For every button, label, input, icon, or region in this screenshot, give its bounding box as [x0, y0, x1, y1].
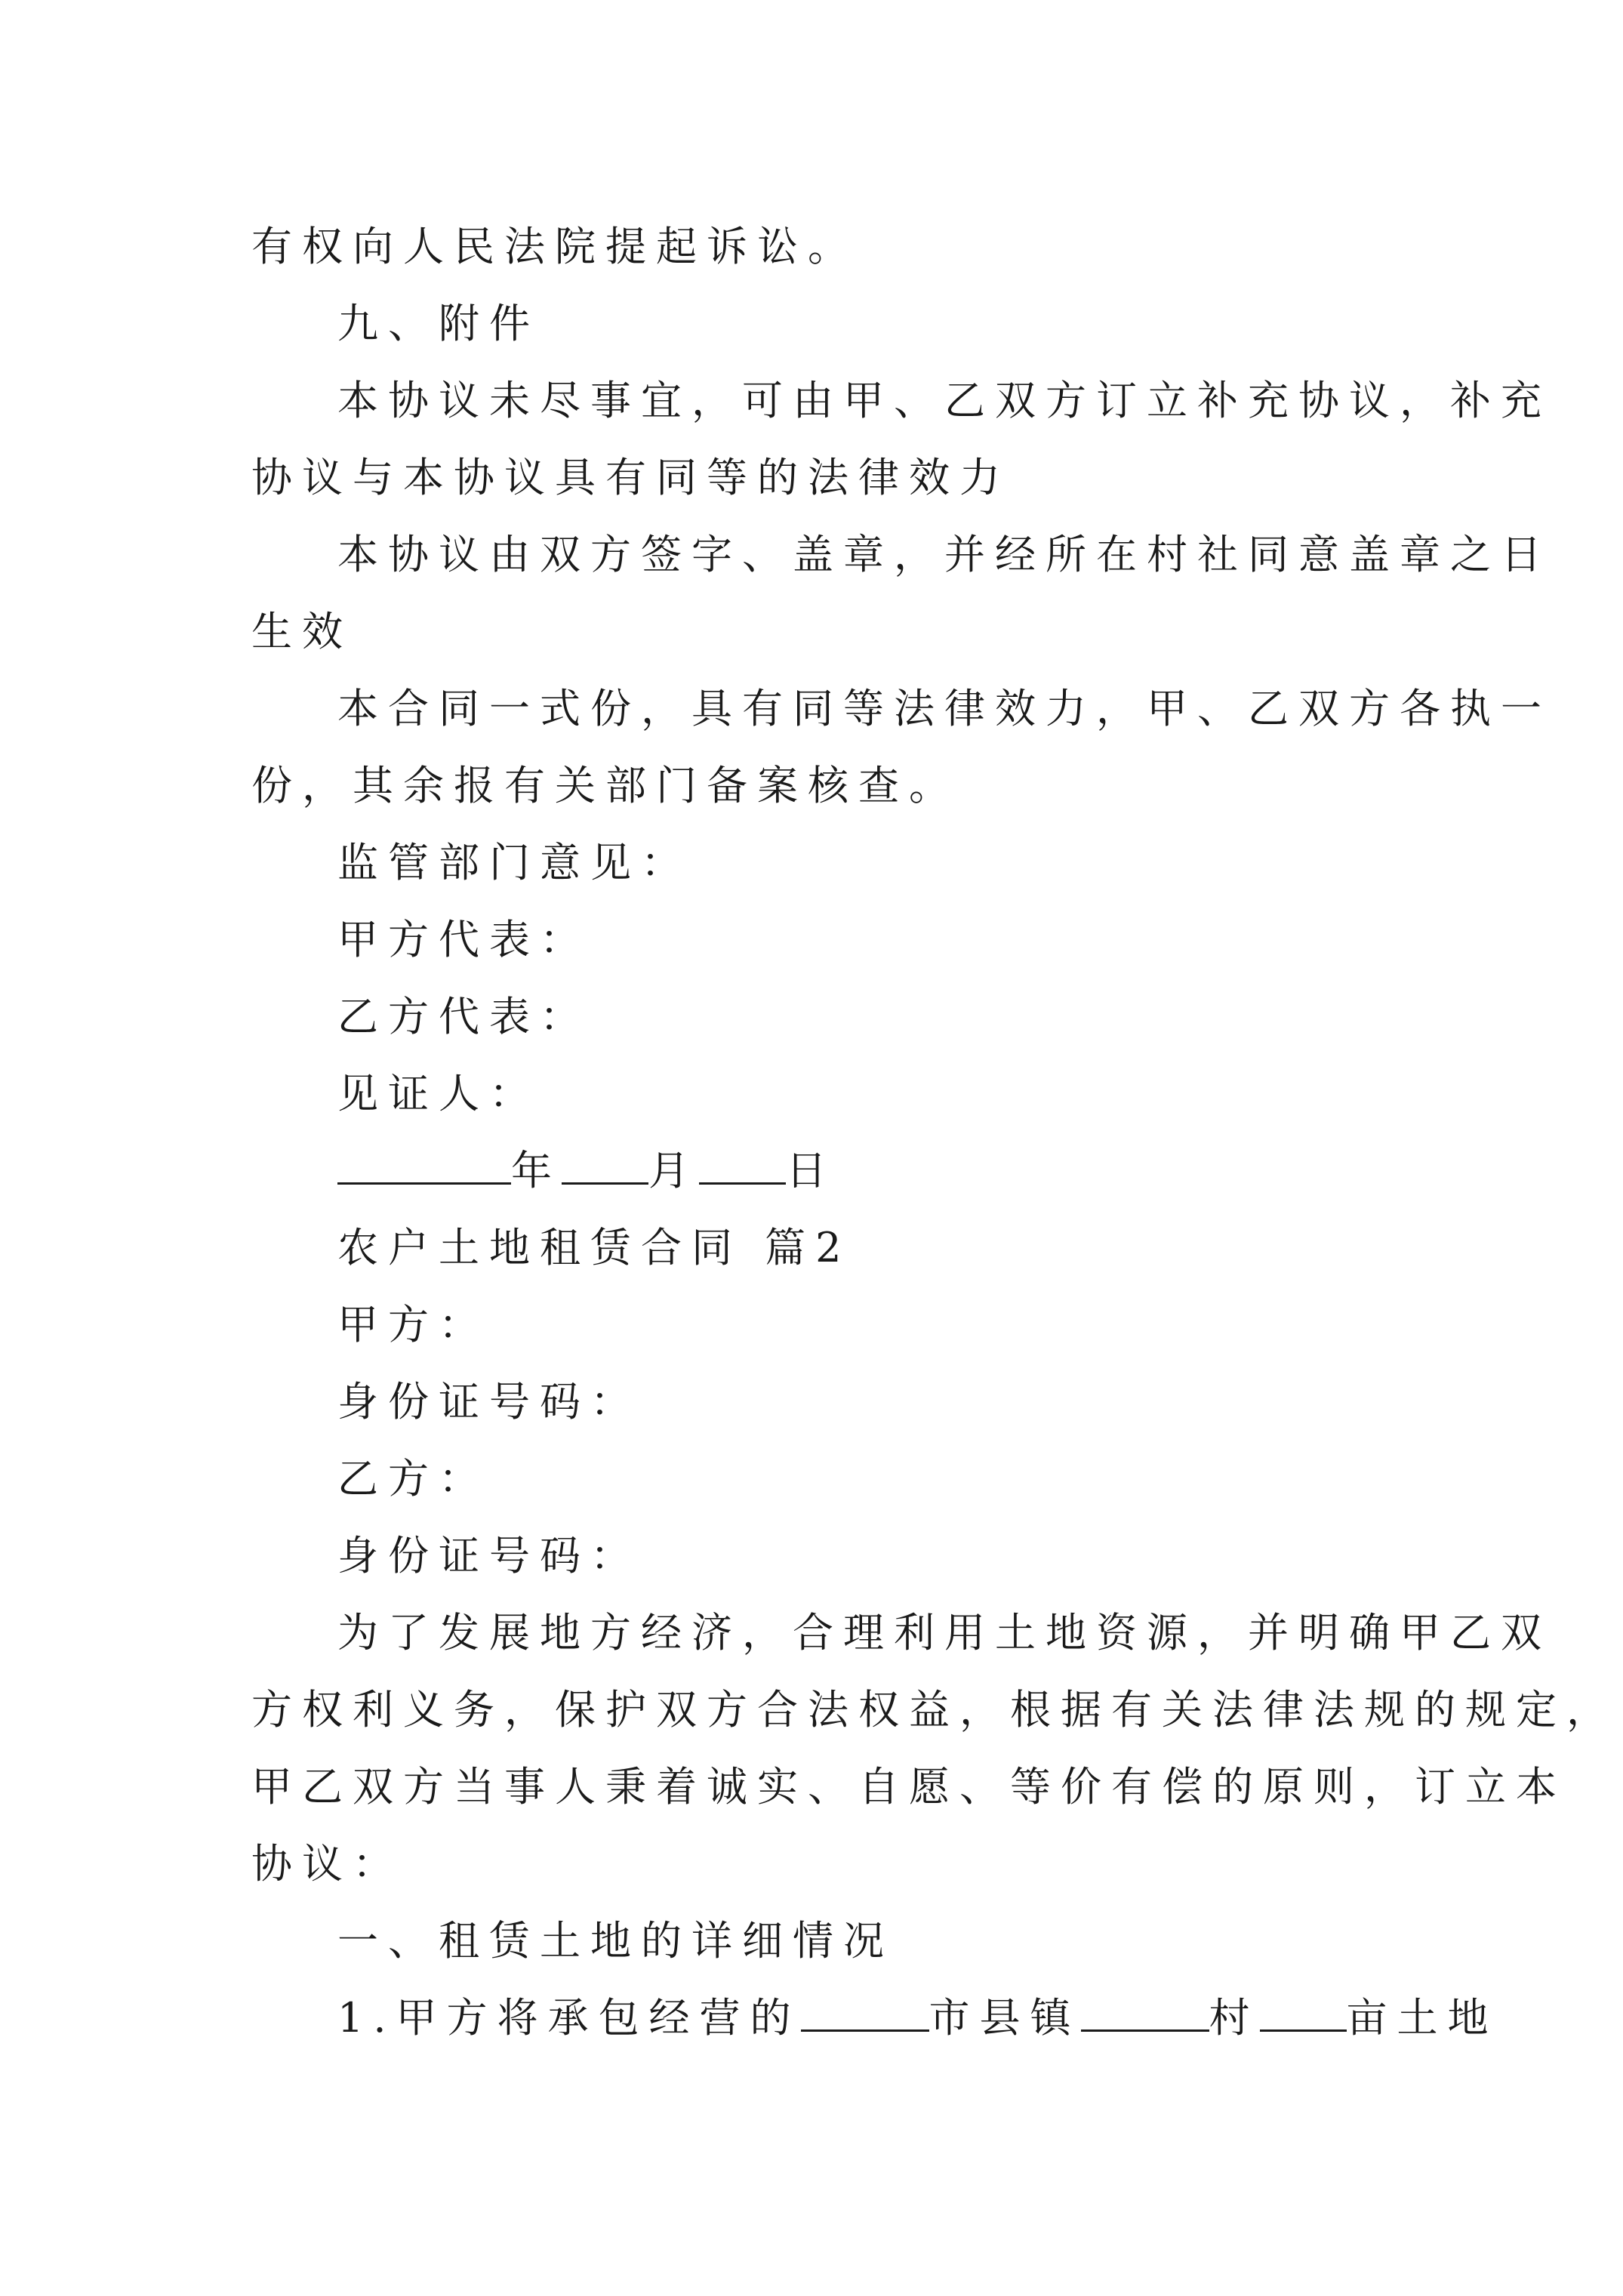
city-blank[interactable]	[801, 1991, 929, 2032]
paragraph-litigation-right: 有权向人民法院提起诉讼。	[251, 223, 858, 270]
label-party-a-id: 身份证号码：	[337, 1378, 641, 1425]
label-party-a-representative: 甲方代表：	[337, 916, 590, 963]
paragraph-copies: 本合同一式份，具有同等法律效力，甲、乙双方各执一 份，其余报有关部门备案核查。	[251, 685, 1551, 809]
month-label: 月	[648, 1147, 699, 1194]
year-label: 年	[511, 1147, 562, 1194]
paragraph-supplementary-agreement: 本协议未尽事宜，可由甲、乙双方订立补充协议，补充 协议与本协议具有同等的法律效力	[251, 377, 1551, 501]
month-blank[interactable]	[562, 1144, 648, 1185]
day-label: 日	[786, 1147, 836, 1194]
village-blank[interactable]	[1081, 1991, 1209, 2032]
clause-1-title: 一、租赁土地的详细情况	[337, 1917, 894, 1965]
label-party-b: 乙方：	[337, 1455, 489, 1502]
label-party-b-id: 身份证号码：	[337, 1532, 641, 1579]
clause-1-item-1: 1.甲方将承包经营的 市县镇 村 亩土地	[251, 1980, 1385, 2057]
year-blank[interactable]	[337, 1144, 511, 1185]
label-party-b-representative: 乙方代表：	[337, 993, 590, 1040]
label-supervisor-opinion: 监管部门意见：	[337, 839, 691, 886]
paragraph-effective-date: 本协议由双方签字、盖章，并经所在村社同意盖章之日 生效	[251, 531, 1551, 655]
paragraph-intro: 为了发展地方经济，合理利用土地资源，并明确甲乙双 方权利义务，保护双方合法权益，根据有关法律法规的规定， 甲乙双方当事人秉着诚实、自愿、等价有偿的原则，订立本 协议：	[251, 1609, 1617, 1888]
date-line	[251, 1133, 1385, 1210]
section-title: 农户土地租赁合同 篇2	[337, 1224, 852, 1271]
label-witness: 见证人：	[337, 1070, 540, 1117]
label-party-a: 甲方：	[337, 1301, 489, 1348]
heading-appendix: 九、附件	[337, 300, 540, 347]
document-body	[251, 208, 1617, 2057]
day-blank[interactable]	[699, 1144, 786, 1185]
acreage-blank[interactable]	[1260, 1991, 1347, 2032]
